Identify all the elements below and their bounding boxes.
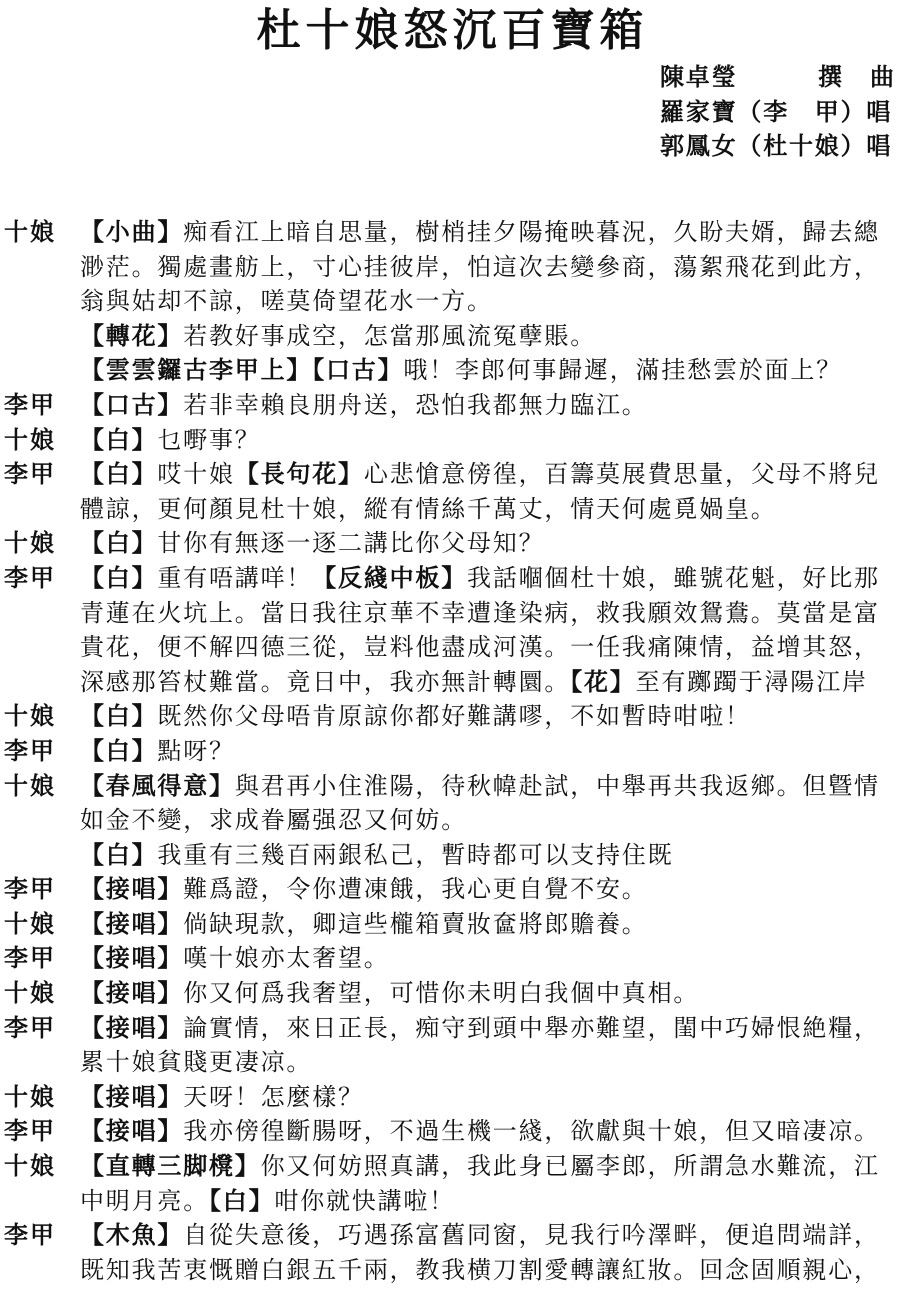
cue-tag: 【白】 [80, 562, 158, 592]
dialogue-line [80, 803, 895, 838]
cue-tag: 【接唱】 [80, 943, 184, 973]
cue-tag: 【木魚】 [80, 1220, 184, 1250]
cue-tag: 【口古】 [312, 355, 404, 385]
cue-tag: 【白】 [209, 1185, 275, 1215]
speaker-label: 李甲 [4, 735, 56, 765]
dialogue-text [80, 1218, 900, 1287]
speaker-label: 李甲 [4, 874, 56, 904]
lyricist-name: 陳卓瑩 [660, 62, 738, 91]
cue-tag: 【接唱】 [80, 874, 184, 904]
lyric-text: 倘缺現款，卿這些櫳箱賣妝奩將郎贍養。 [183, 909, 648, 938]
speaker-label: 十娘 [4, 1081, 56, 1111]
lyric-text: 咁你就快講啦！ [274, 1186, 456, 1215]
cue-tag: 【反綫中板】 [312, 562, 468, 592]
dialogue-line [80, 492, 895, 527]
cue-tag: 【白】 [80, 528, 158, 558]
lyric-text: 我亦傍徨斷腸呀，不過生機一綫，欲獻與十娘，但又暗凄凉。 [183, 1117, 880, 1146]
dialogue-entry [0, 976, 900, 1011]
speaker-label: 李甲 [4, 562, 56, 592]
dialogue-entry [0, 561, 900, 699]
speaker-label: 李甲 [4, 389, 56, 419]
dialogue-text [80, 1149, 900, 1218]
lyric-text: 重有唔講咩！ [157, 563, 313, 592]
dialogue-text [80, 1011, 900, 1080]
dialogue-entry [0, 872, 900, 907]
lyric-text: 我話嗰個杜十娘，雖號花魁，好比那 [467, 563, 880, 592]
dialogue-text [80, 1080, 900, 1115]
lyric-text: 乜嘢事？ [157, 425, 261, 454]
cue-tag: 【小曲】 [80, 217, 184, 246]
dialogue-text [80, 734, 900, 769]
dialogue-line [80, 1184, 895, 1219]
cue-tag: 【接唱】 [80, 908, 184, 938]
speaker-label: 十娘 [4, 528, 56, 558]
lyric-text: 青蓮在火坑上。當日我往京華不幸遭逢染病，救我願效鴛鴦。莫當是富 [80, 598, 880, 627]
lyric-text: 體諒，更何顏見杜十娘，縱有情絲千萬丈，情天何處覓媧皇。 [80, 494, 777, 523]
dialogue-line [80, 1114, 895, 1149]
lyric-text: 中明月亮。 [80, 1186, 209, 1215]
dialogue-text [80, 423, 900, 458]
lyric-text: 你又何妨照真講，我此身已屬李郎，所謂急水難流，江 [260, 1152, 880, 1181]
cue-tag: 【春風得意】 [80, 770, 235, 800]
cue-tag: 【直轉三脚櫈】 [80, 1151, 261, 1181]
dialogue-entry [0, 423, 900, 458]
lyric-text: 哦！李郎何事歸遲，滿挂愁雲於面上？ [403, 356, 843, 385]
dialogue-line [80, 1080, 895, 1115]
cue-tag: 【口古】 [80, 389, 184, 419]
dialogue-line [80, 284, 895, 319]
lyric-text: 你又何爲我奢望，可惜你未明白我個中真相。 [183, 979, 700, 1008]
lyric-text: 心悲愴意傍徨，百籌莫展費思量，父母不將兒 [363, 460, 880, 489]
lyricist-role: 撰曲 [818, 62, 894, 91]
dialogue-line [80, 630, 895, 665]
dialogue-line [80, 1253, 895, 1288]
lyric-text: 累十娘貧賤更凄凉。 [80, 1048, 313, 1077]
speaker-label: 李甲 [4, 1116, 56, 1146]
lyric-text: 自從失意後，巧遇孫富舊同窗，見我行吟澤畔，便追問端詳， [183, 1221, 880, 1250]
dialogue-text [80, 457, 900, 526]
dialogue-text [80, 769, 900, 873]
credit-singer: 羅家寶（李 甲）唱 [660, 96, 893, 126]
speaker-label: 十娘 [4, 1151, 56, 1181]
dialogue-line [80, 388, 895, 423]
dialogue-text [80, 907, 900, 942]
cue-tag: 【雲雲鑼古李甲上】 [80, 355, 313, 385]
dialogue-entry [0, 526, 900, 561]
dialogue-entry [0, 941, 900, 976]
lyric-text: 點呀？ [157, 736, 235, 765]
dialogue-entry [0, 1218, 900, 1287]
dialogue-line [80, 1011, 895, 1046]
speaker-label: 十娘 [4, 908, 56, 938]
lyric-text: 若非幸賴良朋舟送，恐怕我都無力臨江。 [183, 390, 648, 419]
dialogue-line [80, 941, 895, 976]
dialogue-line [80, 1149, 895, 1184]
lyric-text: 哎十娘 [157, 460, 235, 489]
lyric-text: 既然你父母唔肯原諒你都好難講嘐，不如暫時咁啦！ [157, 702, 751, 731]
lyric-text: 論實情，來日正長，痴守到頭中舉亦難望，閨中巧婦恨絶糧， [183, 1013, 880, 1042]
dialogue-line [80, 1045, 895, 1080]
dialogue-entry [0, 215, 900, 388]
lyric-text: 難爲證，令你遭凍餓，我心更自覺不安。 [183, 875, 648, 904]
dialogue-line [80, 457, 895, 492]
cue-tag: 【長句花】 [234, 459, 364, 489]
dialogue-text [80, 215, 900, 388]
dialogue-line [80, 353, 895, 388]
lyric-text: 嘆十娘亦太奢望。 [183, 944, 390, 973]
dialogue-line [80, 526, 895, 561]
dialogue-line [80, 215, 895, 250]
dialogue-line [80, 1218, 895, 1253]
lyric-text: 天呀！怎麼樣？ [183, 1082, 364, 1111]
lyric-text: 貴花，便不解四德三從，豈料他盡成河漢。一任我痛陳情，益增其怒， [80, 633, 880, 662]
lyric-text: 我重有三幾百兩銀私己，暫時都可以支持住既 [157, 840, 674, 869]
cue-tag: 【白】 [80, 839, 158, 869]
speaker-label: 十娘 [4, 701, 56, 731]
page-title: 杜十娘怒沉百寶箱 [256, 5, 649, 56]
dialogue-line [80, 423, 895, 458]
dialogue-text [80, 526, 900, 561]
speaker-label: 李甲 [4, 1220, 56, 1250]
cue-tag: 【白】 [80, 459, 158, 489]
dialogue-line [80, 769, 895, 804]
dialogue-line [80, 907, 895, 942]
dialogue-line [80, 699, 895, 734]
dialogue-line [80, 838, 895, 873]
speaker-label: 李甲 [4, 943, 56, 973]
speaker-label: 十娘 [4, 978, 56, 1008]
dialogue-entry [0, 699, 900, 734]
cue-tag: 【接唱】 [80, 1012, 184, 1042]
cue-tag: 【花】 [570, 666, 636, 696]
lyric-text: 若教好事成空，怎當那風流冤孽賬。 [183, 321, 597, 350]
dialogue-text [80, 872, 900, 907]
dialogue-text [80, 941, 900, 976]
dialogue-entry [0, 1114, 900, 1149]
cue-tag: 【接唱】 [80, 978, 184, 1008]
lyric-text: 深感那笞杖難當。竟日中，我亦無計轉圜。 [80, 667, 571, 696]
lyric-text: 甘你有無逐一逐二講比你父母知？ [157, 529, 545, 558]
dialogue-entry [0, 907, 900, 942]
cue-tag: 【白】 [80, 735, 158, 765]
speaker-label: 李甲 [4, 459, 56, 489]
speaker-label: 李甲 [4, 1012, 56, 1042]
dialogue-text [80, 699, 900, 734]
dialogue-entry [0, 769, 900, 873]
dialogue-line [80, 561, 895, 596]
credit-lyricist [660, 60, 894, 95]
dialogue-entry [0, 1149, 900, 1218]
dialogue-entry [0, 1011, 900, 1080]
dialogue-text [80, 1114, 900, 1149]
lyric-text: 既知我苦衷慨贈白銀五千兩，教我横刀割愛轉讓紅妝。回念固順親心， [80, 1255, 880, 1284]
dialogue-entry [0, 388, 900, 423]
cue-tag: 【接唱】 [80, 1081, 184, 1111]
cue-tag: 【轉花】 [80, 320, 184, 350]
lyric-text: 翁與姑却不諒，嗟莫倚望花水一方。 [80, 287, 493, 316]
cue-tag: 【白】 [80, 701, 158, 731]
script-body [0, 215, 900, 1287]
speaker-label: 十娘 [4, 217, 56, 246]
credits-block [660, 60, 894, 164]
dialogue-line [80, 250, 895, 285]
dialogue-entry [0, 1080, 900, 1115]
speaker-label: 十娘 [4, 424, 56, 454]
dialogue-line [80, 665, 895, 700]
cue-tag: 【白】 [80, 424, 158, 454]
dialogue-line [80, 319, 895, 354]
speaker-label: 十娘 [4, 770, 56, 800]
dialogue-line [80, 596, 895, 631]
lyric-text: 痴看江上暗自思量，樹梢挂夕陽掩映暮況，久盼夫婿，歸去總 [183, 218, 880, 246]
dialogue-text [80, 976, 900, 1011]
dialogue-entry [0, 734, 900, 769]
dialogue-text [80, 561, 900, 699]
dialogue-line [80, 976, 895, 1011]
lyric-text: 與君再小住淮陽，待秋幃赴試，中舉再共我返鄉。但曁情 [234, 771, 880, 800]
cue-tag: 【接唱】 [80, 1116, 184, 1146]
dialogue-line [80, 872, 895, 907]
lyric-text: 至有躑躅于潯陽江岸 [635, 667, 868, 696]
dialogue-text [80, 388, 900, 423]
lyric-text: 渺茫。獨處畫舫上，寸心挂彼岸，怕這次去變參商，蕩絮飛花到此方， [80, 252, 880, 281]
credit-singer: 郭鳳女（杜十娘）唱 [660, 131, 893, 160]
lyric-text: 如金不變，求成眷屬强忍又何妨。 [80, 806, 467, 835]
dialogue-entry [0, 457, 900, 526]
dialogue-line [80, 734, 895, 769]
